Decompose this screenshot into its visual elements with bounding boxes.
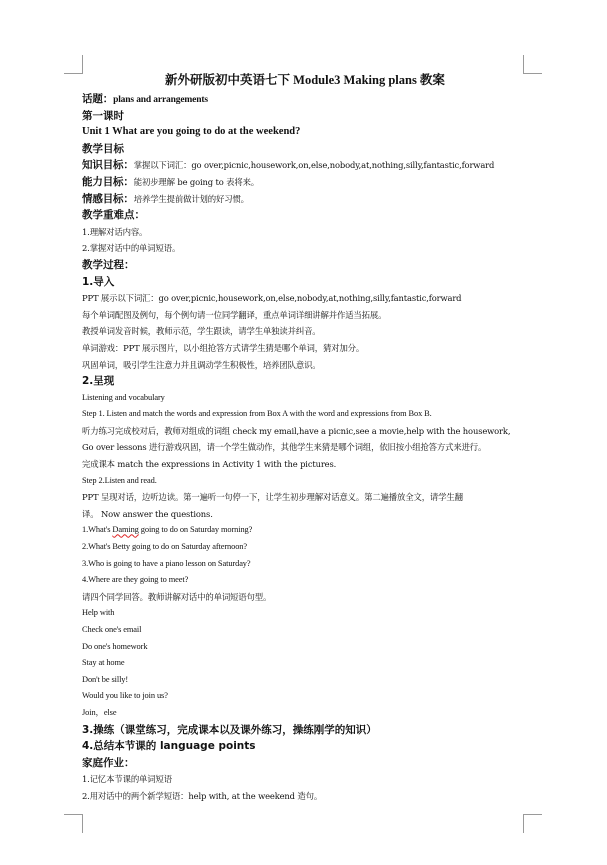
intro-line-3: 教授单词发音时候，教师示范，学生跟读，请学生单独读并纠音。 [82, 326, 321, 337]
intro-line-4: 单词游戏：PPT 展示图片，以小组抢答方式请学生猜是哪个单词，猜对加分。 [82, 342, 365, 353]
ability-label: 能力目标： [82, 175, 134, 188]
present-line-2: Step 1. Listen and match the words and expression from Box A with the word and expressions from Box B. [82, 409, 432, 419]
topic-value: plans and arrangements [113, 95, 208, 105]
phrase-4: Stay at home [82, 658, 125, 668]
knowledge-label: 知识目标： [82, 159, 134, 172]
homework-heading: 家庭作业： [82, 756, 135, 769]
document-page [82, 72, 528, 805]
section-intro-heading: 1.导入 [82, 275, 115, 288]
emotion-value: 培养学生提前做计划的好习惯。 [133, 193, 249, 204]
key-point-1: 1.理解对话内容。 [82, 226, 148, 237]
section-summary-heading: 4.总结本节课的 language points [82, 740, 256, 753]
lesson-heading: 第一课时 [82, 109, 124, 122]
homework-1: 1.记忆本节课的单词短语 [82, 774, 172, 785]
phrase-2: Check one's email [82, 625, 142, 634]
question-4: 4.Where are they going to meet? [82, 575, 189, 585]
present-line-7: PPT 呈现对话，边听边读。第一遍听一句停一下，让学生初步理解对话意义。第二遍播放全文，请学生翻 [82, 492, 463, 503]
present-line-1: Listening and vocabulary [82, 392, 165, 402]
question-1 [82, 522, 528, 539]
ability-value: 能初步理解 be going to 表将来。 [133, 176, 260, 187]
present-line-6: Step 2.Listen and read. [82, 475, 157, 485]
crop-mark-top-left [64, 55, 83, 74]
key-points-heading: 教学重难点： [82, 209, 145, 222]
present-line-5: 完成课本 match the expressions in Activity 1 with the pictures. [82, 459, 337, 470]
goals-heading: 教学目标 [82, 142, 124, 155]
topic-line [82, 91, 528, 108]
emotion-goal [82, 191, 528, 208]
phrase-7: Join，else [82, 707, 117, 717]
question-2: 2.What's Betty going to do on Saturday afternoon? [82, 542, 248, 552]
emotion-label: 情感目标： [82, 192, 134, 205]
section-present-heading: 2.呈现 [82, 375, 115, 388]
present-line-4: Go over lessons 进行游戏巩固，请一个学生做动作，其他学生来猜是哪个词组，依旧按小组抢答方式来进行。 [82, 442, 487, 453]
answer-instruction: 请四个同学回答。教师讲解对话中的单词短语句型。 [82, 591, 272, 602]
question-1-suffix: going to do on Saturday morning? [138, 525, 253, 535]
process-heading: 教学过程： [82, 258, 135, 271]
phrase-6: Would you like to join us? [82, 691, 168, 701]
question-1-prefix: 1.What's [82, 525, 113, 535]
knowledge-value: 掌握以下词汇：go over,picnic,housework,on,else,nobody,at,nothing,silly,fantastic,forward [133, 160, 495, 171]
intro-line-1: PPT 展示以下词汇：go over,picnic,housework,on,else,nobody,at,nothing,silly,fantastic,forward [82, 293, 462, 304]
crop-mark-bottom-left [64, 814, 83, 833]
present-line-3: 听力练习完成校对后，教师对组成的词组 check my email,have a picnic,see a movie,help with the housework, [82, 425, 511, 436]
phrase-1: Help with [82, 608, 115, 618]
topic-label: 话题： [82, 93, 114, 105]
key-point-2: 2.掌握对话中的单词短语。 [82, 243, 181, 254]
intro-line-2: 每个单词配图及例句，每个例句请一位同学翻译，重点单词详细讲解并作适当拓展。 [82, 309, 387, 320]
ability-goal [82, 174, 528, 191]
unit-heading: Unit 1 What are you going to do at the weekend? [82, 126, 301, 138]
crop-mark-bottom-right [523, 814, 542, 833]
phrase-5: Don't be silly! [82, 674, 129, 684]
phrase-3: Do one's homework [82, 641, 148, 651]
question-1-name: Daming [112, 525, 139, 535]
document-title: 新外研版初中英语七下 Module3 Making plans 教案 [165, 73, 445, 87]
homework-2: 2.用对话中的两个新学短语：help with, at the weekend 造句。 [82, 790, 323, 801]
section-practice-heading: 3.操练（课堂练习，完成课本以及课外练习，操练刚学的知识） [82, 723, 377, 736]
question-3: 3.Who is going to have a piano lesson on Saturday? [82, 558, 251, 568]
present-line-8: 译。 Now answer the questions. [82, 508, 213, 519]
knowledge-goal [82, 157, 528, 174]
intro-line-5: 巩固单词，吸引学生注意力并且调动学生积极性，培养团队意识。 [82, 359, 321, 370]
